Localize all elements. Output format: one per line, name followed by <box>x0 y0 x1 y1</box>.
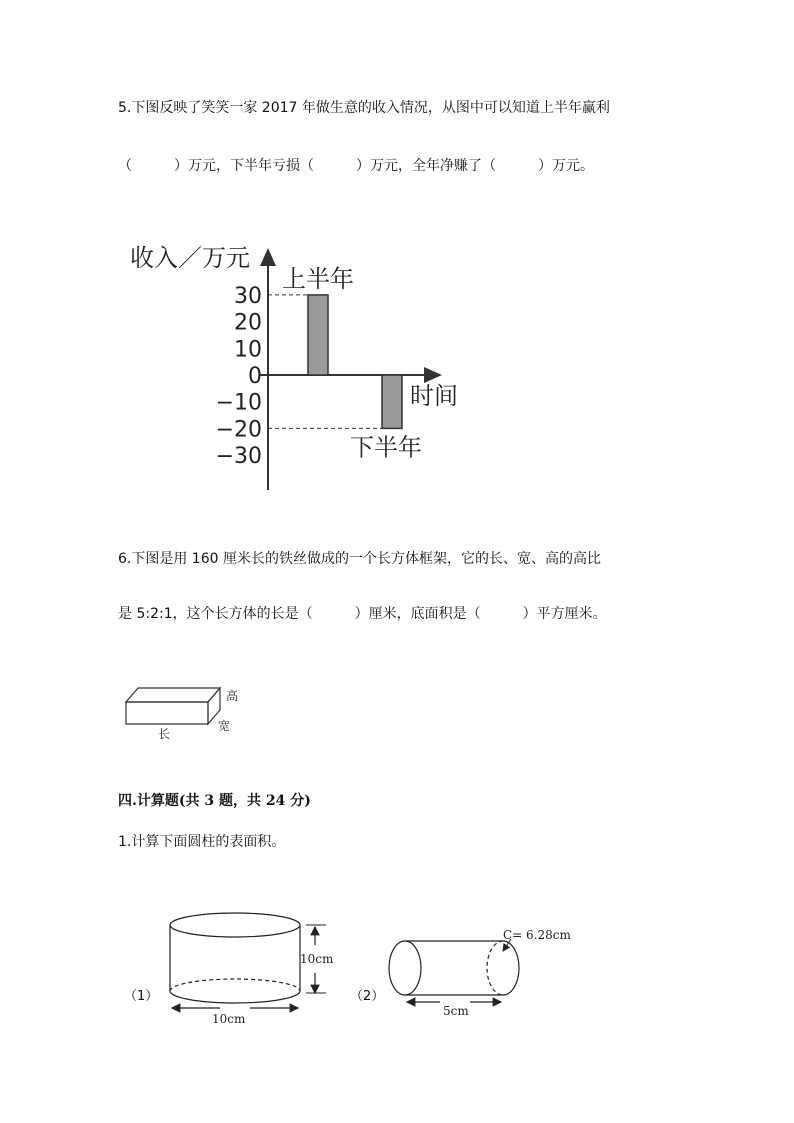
section-title: 四.计算题(共 3 题，共 24 分) <box>118 793 311 809</box>
y-tick-labels <box>216 284 262 469</box>
cylinder1-figure <box>160 905 370 1030</box>
cuboid-front-face <box>126 702 208 724</box>
q5-text-line2: （ ）万元，下半年亏损（ ）万元，全年净赚了（ ）万元。 <box>118 158 594 174</box>
bar-first-half <box>308 295 328 375</box>
cylinder2-length-label: 5cm <box>443 1004 469 1018</box>
cylinder2-left-ellipse <box>389 941 421 995</box>
x-axis-label: 时间 <box>410 382 458 410</box>
y-tick-label: −10 <box>215 390 262 416</box>
cylinder1-bottom-back <box>170 979 300 991</box>
q6-text-line1: 6.下图是用 160 厘米长的铁丝做成的一个长方体框架，它的长、宽、高的高比 <box>118 551 601 567</box>
y-tick-label: −30 <box>215 444 262 470</box>
cuboid-length-label: 长 <box>158 727 171 741</box>
q5-text-line1: 5.下图反映了笑笑一家 2017 年做生意的收入情况，从图中可以知道上半年赢利 <box>118 100 610 116</box>
cylinder1-height-label: 10cm <box>300 952 334 966</box>
cylinder2-index: （2） <box>350 989 385 1004</box>
cylinder1-top-ellipse <box>170 913 300 937</box>
bars <box>268 265 422 462</box>
y-tick-label: 30 <box>234 283 262 309</box>
bar-second-half <box>382 375 402 428</box>
cylinder1-index: （1） <box>124 989 159 1004</box>
y-tick-label: 20 <box>234 310 262 336</box>
y-tick-label: 10 <box>234 337 262 363</box>
q6-text-line2: 是 5:2:1，这个长方体的长是（ ）厘米，底面积是（ ）平方厘米。 <box>118 606 607 622</box>
section-q1-text: 1.计算下面圆柱的表面积。 <box>118 834 286 850</box>
y-axis-label: 收入／万元 <box>130 244 250 272</box>
cylinder2-right-front <box>503 941 519 995</box>
cylinder2-right-back <box>487 941 503 995</box>
cylinder2-circumference-label: C= 6.28cm <box>503 928 571 942</box>
cuboid-figure <box>118 680 258 750</box>
y-tick-label: 0 <box>248 364 262 389</box>
cylinder2-figure <box>385 925 585 1020</box>
cylinder1-diameter-label: 10cm <box>212 1012 246 1026</box>
category-label: 下半年 <box>350 433 422 462</box>
cuboid-width-label: 宽 <box>218 719 231 733</box>
category-label: 上半年 <box>282 264 354 293</box>
y-tick-label: −20 <box>215 417 262 443</box>
cylinder1-bottom-front <box>170 991 300 1003</box>
cuboid-height-label: 高 <box>226 689 239 703</box>
income-chart <box>110 228 490 508</box>
cuboid-top-face <box>126 688 220 702</box>
